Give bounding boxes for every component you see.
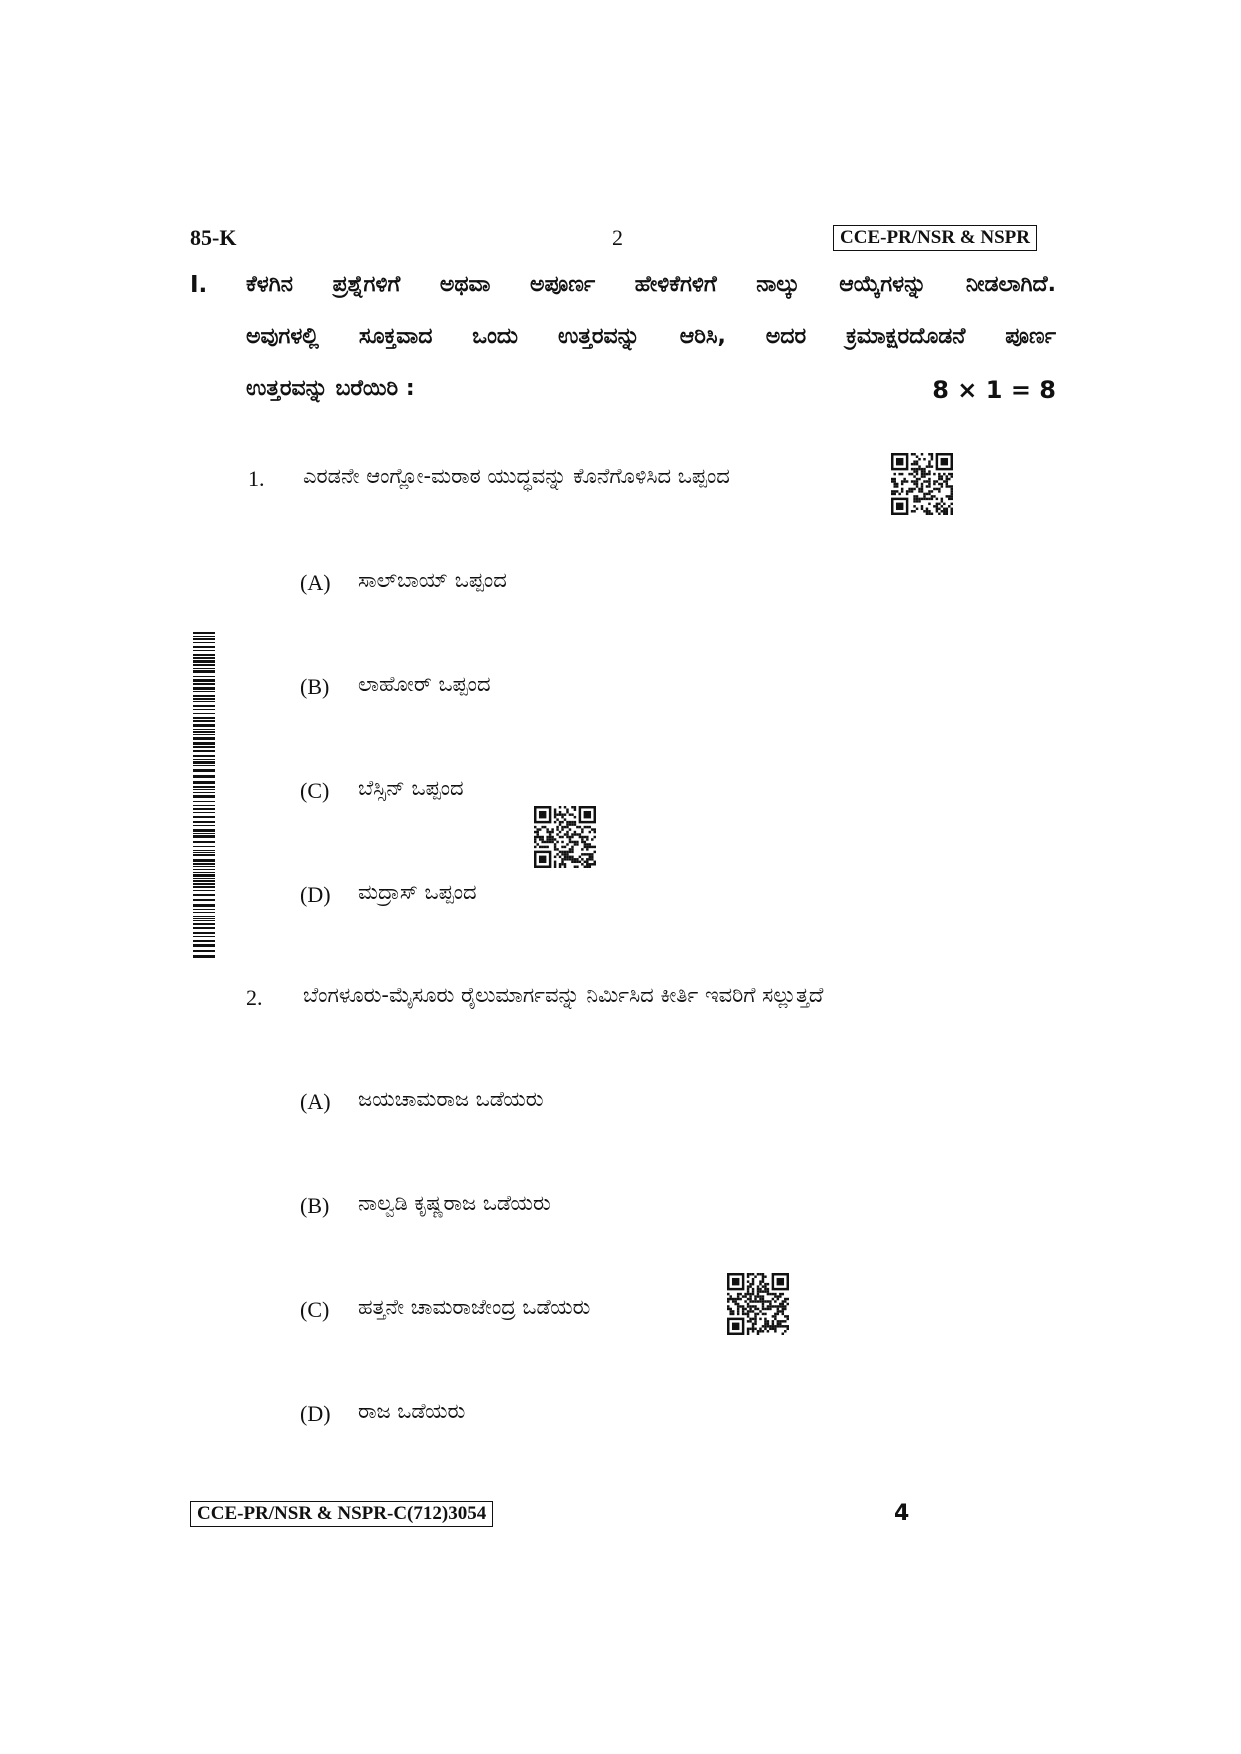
qr-code-icon	[727, 1273, 789, 1335]
instruction-line-2: ಅವುಗಳಲ್ಲಿ ಸೂಕ್ತವಾದ ಒಂದು ಉತ್ತರವನ್ನು ಆರಿಸಿ, ಅದರ ಕ್ರಮಾಕ್ಷರದೊಡನೆ ಪೂರ್ಣ	[246, 324, 1056, 349]
marks-scheme: 8 × 1 = 8	[932, 376, 1056, 404]
q1-option-d-label: (D)	[300, 882, 331, 907]
q1-option-a-label: (A)	[300, 570, 331, 595]
question-2-number: 2.	[246, 985, 263, 1010]
q2-option-a-label: (A)	[300, 1089, 331, 1114]
barcode-icon	[193, 632, 215, 960]
q2-option-b-text: ನಾಲ್ವಡಿ ಕೃಷ್ಣರಾಜ ಒಡೆಯರು	[358, 1191, 551, 1215]
q2-option-d-text: ರಾಜ ಒಡೆಯರು	[358, 1399, 466, 1423]
q1-option-d-text: ಮದ್ರಾಸ್ ಒಪ್ಪಂದ	[358, 880, 477, 904]
question-2-text: ಬೆಂಗಳೂರು-ಮೈಸೂರು ರೈಲುಮಾರ್ಗವನ್ನು ನಿರ್ಮಿಸಿದ ಕೀರ್ತಿ ಇವರಿಗೆ ಸಲ್ಲುತ್ತದೆ	[303, 983, 824, 1007]
section-number: I.	[190, 272, 208, 298]
footer-page-number: 4	[894, 1501, 910, 1526]
q2-option-b-label: (B)	[300, 1193, 330, 1218]
q1-option-b-label: (B)	[300, 674, 330, 699]
instruction-line-1: ಕೆಳಗಿನ ಪ್ರಶ್ನೆಗಳಿಗೆ ಅಥವಾ ಅಪೂರ್ಣ ಹೇಳಿಕೆಗಳಿಗೆ ನಾಲ್ಕು ಆಯ್ಕೆಗಳನ್ನು ನೀಡಲಾಗಿದೆ.	[246, 272, 1056, 297]
q2-option-c-label: (C)	[300, 1297, 330, 1322]
page-number: 2	[612, 225, 623, 250]
q1-option-c-label: (C)	[300, 778, 330, 803]
q2-option-d-label: (D)	[300, 1401, 331, 1426]
question-1-text: ಎರಡನೇ ಆಂಗ್ಲೋ-ಮರಾಠ ಯುದ್ಧವನ್ನು ಕೊನೆಗೊಳಿಸಿದ ಒಪ್ಪಂದ	[303, 464, 730, 488]
qr-code-icon	[534, 806, 596, 868]
q2-option-c-text: ಹತ್ತನೇ ಚಾಮರಾಜೇಂದ್ರ ಒಡೆಯರು	[358, 1295, 591, 1319]
q2-option-a-text: ಜಯಚಾಮರಾಜ ಒಡೆಯರು	[358, 1087, 544, 1111]
footer-code-box: CCE-PR/NSR & NSPR-C(712)3054	[190, 1501, 493, 1527]
paper-code: 85-K	[190, 225, 237, 250]
q1-option-b-text: ಲಾಹೋರ್ ಒಪ್ಪಂದ	[358, 672, 491, 696]
q1-option-a-text: ಸಾಲ್‌ಬಾಯ್ ಒಪ್ಪಂದ	[358, 568, 507, 592]
q1-option-c-text: ಬೆಸ್ಸಿನ್ ಒಪ್ಪಂದ	[358, 776, 464, 800]
series-box: CCE-PR/NSR & NSPR	[833, 225, 1037, 251]
question-1-number: 1.	[248, 466, 265, 491]
instruction-line-3: ಉತ್ತರವನ್ನು ಬರೆಯಿರಿ :	[246, 376, 415, 401]
qr-code-icon	[891, 453, 953, 515]
